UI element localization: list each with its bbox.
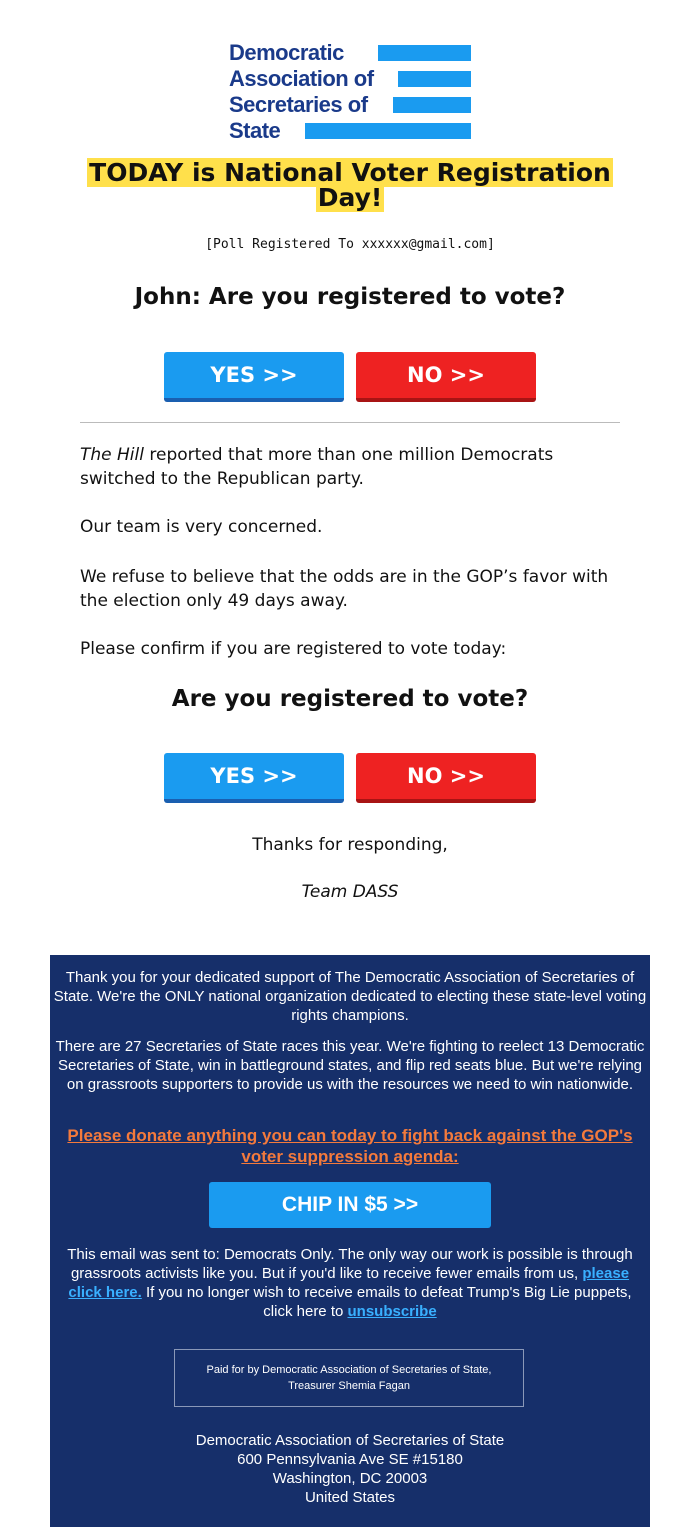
unsubscribe-link[interactable]: unsubscribe — [347, 1303, 437, 1320]
logo-bar-1 — [378, 45, 471, 61]
headline-text: TODAY is National Voter Registration Day! — [89, 158, 611, 212]
no-button-2[interactable]: NO >> — [356, 753, 536, 803]
no-button-1[interactable]: NO >> — [356, 352, 536, 402]
logo-line-2: Association of — [229, 66, 374, 91]
paragraph-the-hill-text: reported that more than one million Democrats switched to the Republican party. — [80, 445, 554, 489]
paragraph-confirm: Please confirm if you are registered to vote today: — [80, 639, 507, 659]
fewer-emails-link[interactable]: please click here. — [68, 1265, 630, 1301]
footer-races-paragraph: There are 27 Secretaries of State races this year. We're fighting to reelect 13 Democratic Secretaries of State, win in battleground states, and flip red seats blue. But we're relying on grassroots supporters to provide us with the resources we need to win nationwide. — [55, 1038, 645, 1093]
mailing-address — [50, 1431, 650, 1507]
yes-button-2[interactable]: YES >> — [164, 753, 344, 803]
signoff-thanks: Thanks for responding, — [252, 835, 448, 855]
question-registered-2: Are you registered to vote? — [171, 686, 529, 712]
headline — [80, 160, 620, 210]
address-street: 600 Pennsylvania Ave SE #15180 — [237, 1451, 463, 1468]
chip-in-button[interactable]: CHIP IN $5 >> — [209, 1182, 491, 1228]
logo-bar-2 — [398, 71, 471, 87]
paragraph-odds: We refuse to believe that the odds are in the GOP’s favor with the election only 49 days away. — [80, 567, 609, 611]
paragraph-the-hill — [80, 443, 620, 491]
logo-line-1: Democratic — [229, 40, 344, 65]
address-country: United States — [304, 1489, 396, 1506]
signoff-team: Team DASS — [301, 882, 399, 902]
logo-bar-3 — [393, 97, 471, 113]
paid-for-box — [174, 1349, 524, 1407]
donate-link[interactable]: Please donate anything you can today to fight back against the GOP's voter suppression agenda: — [67, 1126, 633, 1166]
footer-sent-paragraph — [53, 1245, 647, 1321]
address-city: Washington, DC 20003 — [272, 1470, 428, 1487]
footer — [50, 955, 650, 1527]
footer-sent-text-a: This email was sent to: Democrats Only. The only way our work is possible is through grassroots activists like you. But if you'd like to receive fewer emails from us, — [67, 1246, 633, 1282]
dass-logo — [229, 40, 474, 146]
yes-button-1[interactable]: YES >> — [164, 352, 344, 402]
paid-for-line-2: Treasurer Shemia Fagan — [288, 1380, 410, 1392]
paragraph-concerned: Our team is very concerned. — [80, 517, 323, 537]
address-org: Democratic Association of Secretaries of State — [195, 1432, 505, 1449]
logo-line-4: State — [229, 118, 281, 143]
question-registered-1: John: Are you registered to vote? — [134, 284, 566, 310]
logo-line-3: Secretaries of — [229, 92, 368, 117]
footer-support-paragraph: Thank you for your dedicated support of The Democratic Association of Secretaries of State. We're the ONLY national organization dedicated to electing these state-level voting rights champions. — [53, 969, 647, 1024]
paid-for-line-1: Paid for by Democratic Association of Secretaries of State, — [206, 1364, 492, 1376]
footer-sent-text-b: If you no longer wish to receive emails to defeat Trump's Big Lie puppets, click here to — [141, 1284, 632, 1320]
source-the-hill: The Hill — [80, 445, 144, 465]
divider — [80, 422, 620, 423]
poll-registration-line: [Poll Registered To xxxxxx@gmail.com] — [205, 237, 495, 252]
logo-bar-4 — [305, 123, 471, 139]
